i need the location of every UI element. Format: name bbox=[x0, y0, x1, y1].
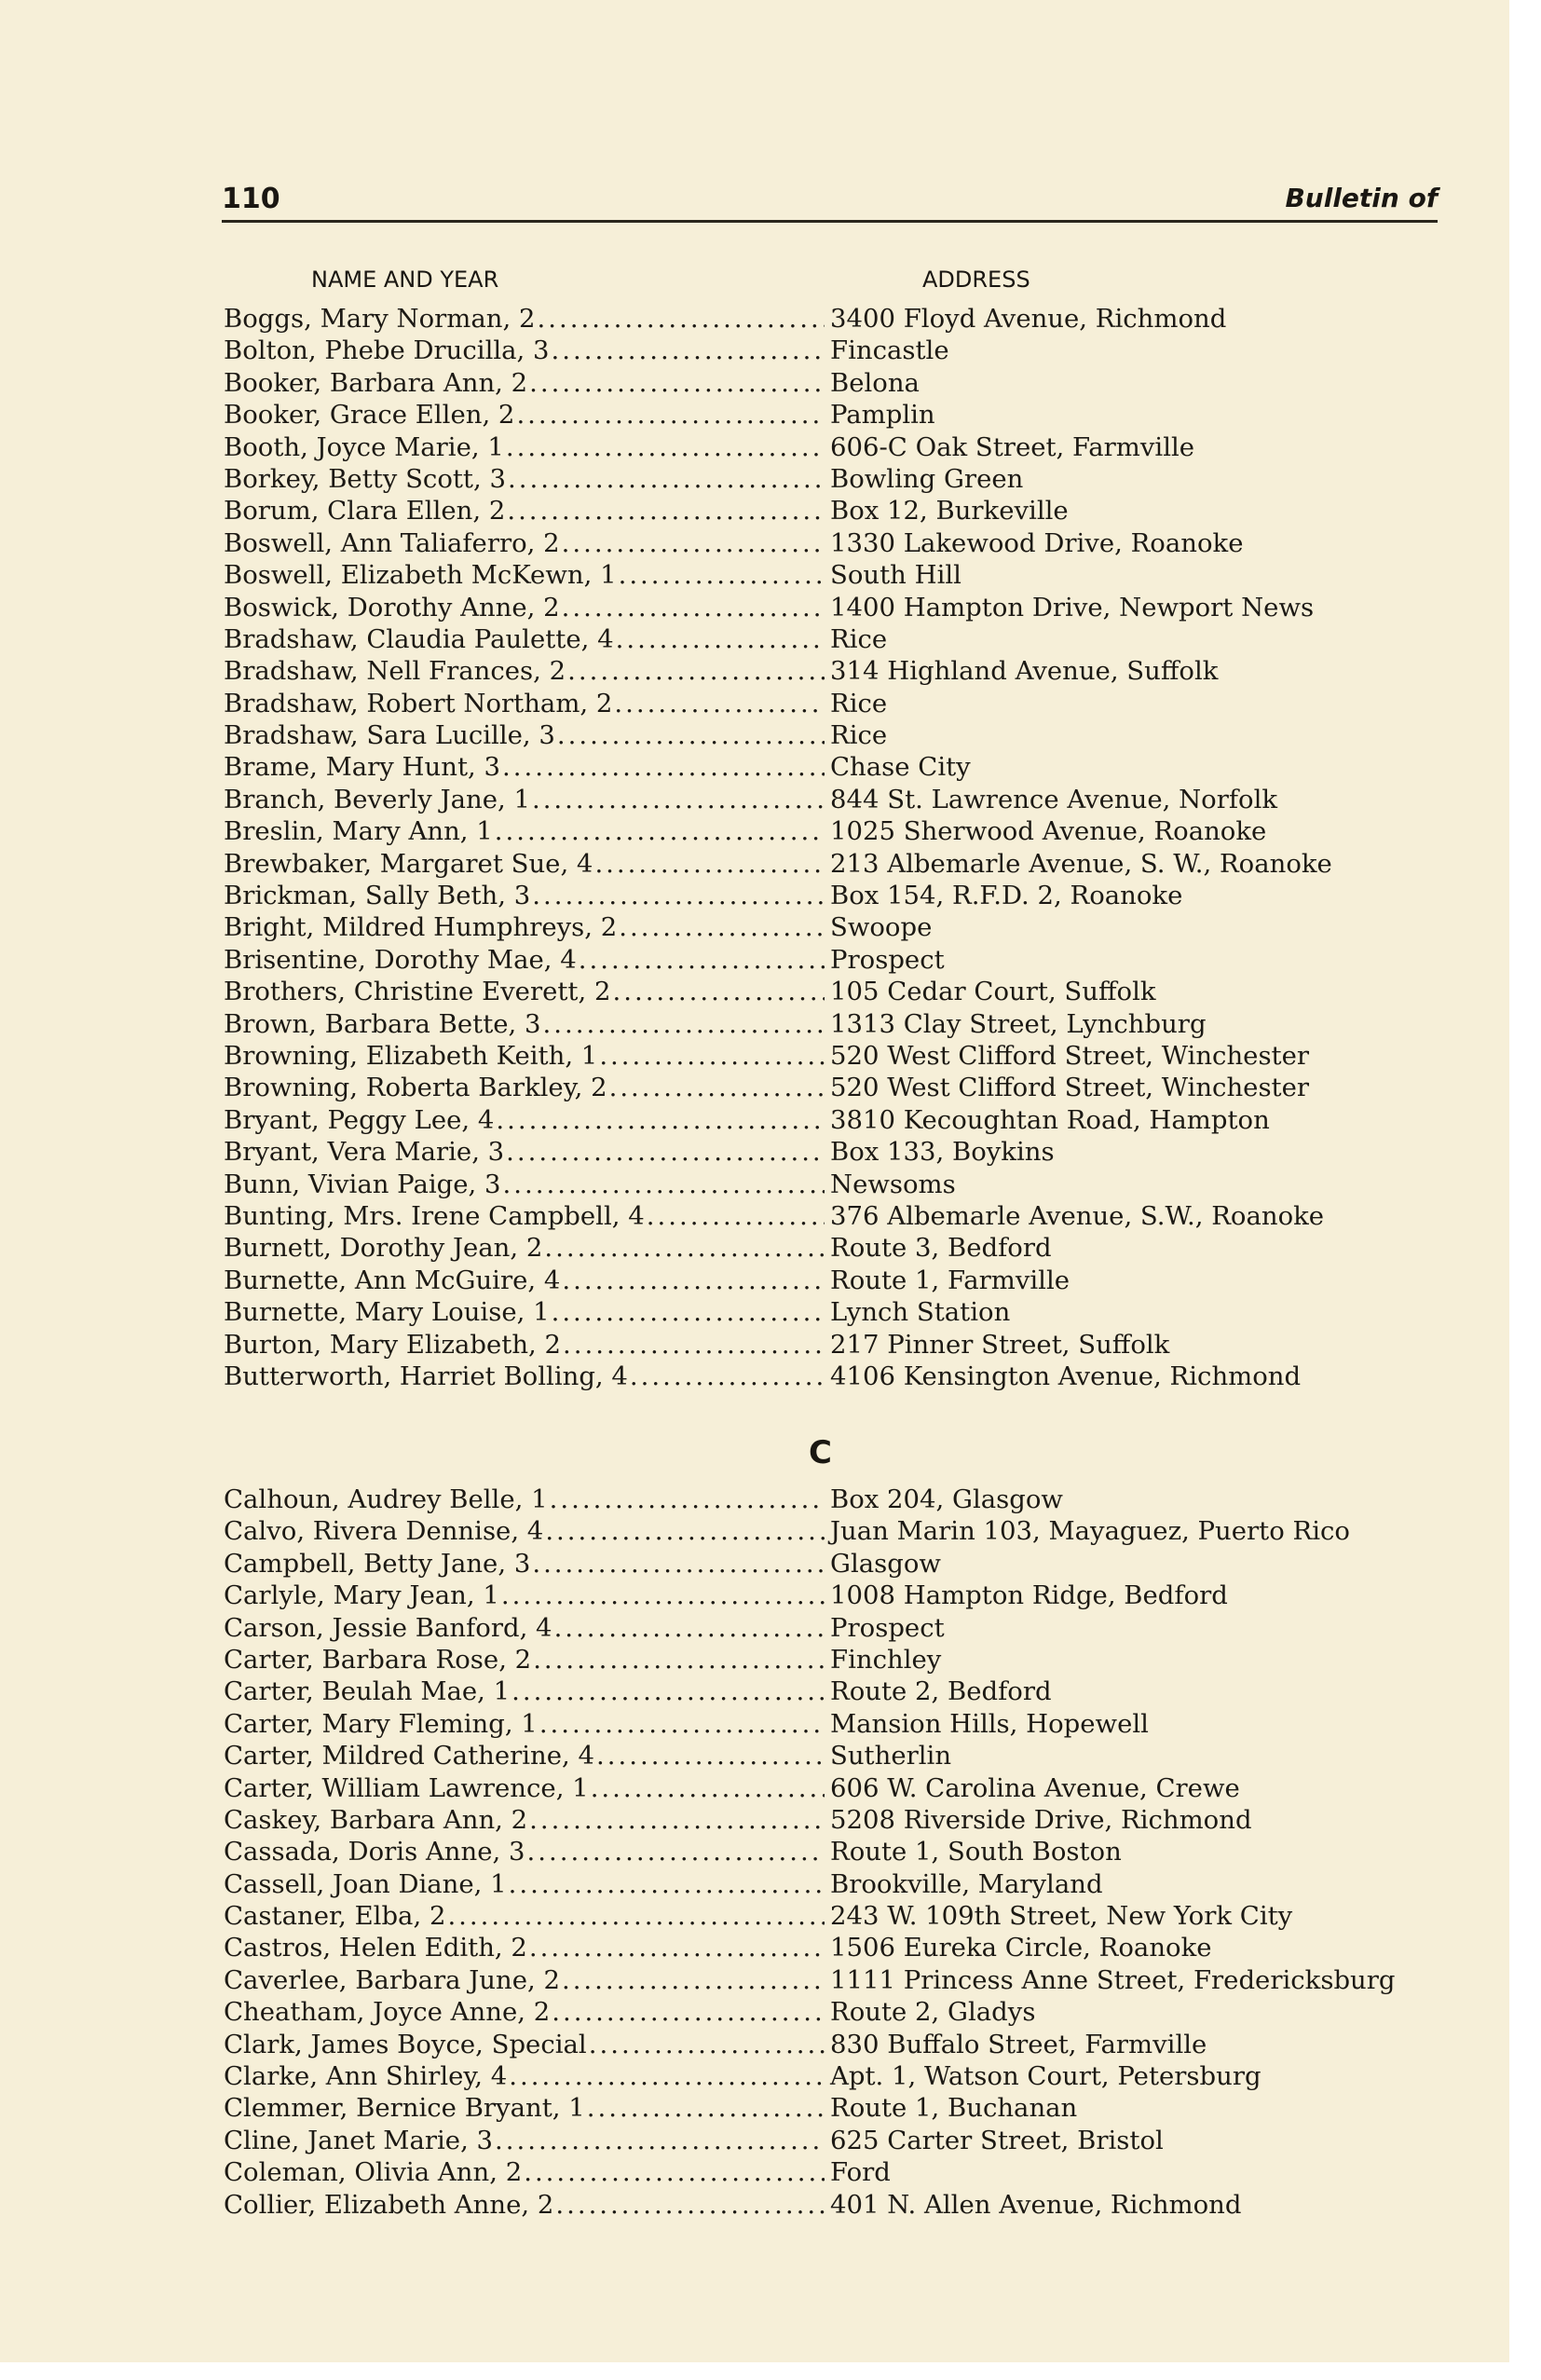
directory-entry bbox=[224, 1297, 1444, 1329]
dot-leader bbox=[597, 1041, 825, 1071]
dot-leader bbox=[501, 1169, 825, 1199]
entry-name: Bright, Mildred Humphreys, 2 bbox=[224, 912, 618, 943]
dot-leader bbox=[494, 1105, 825, 1135]
entry-name-column bbox=[224, 689, 825, 718]
dot-leader bbox=[587, 2030, 825, 2059]
entry-address: Prospect bbox=[830, 944, 945, 975]
dot-leader bbox=[566, 656, 825, 686]
directory-entry bbox=[224, 816, 1444, 848]
entry-name-column bbox=[224, 1361, 825, 1391]
dot-leader bbox=[525, 1837, 825, 1867]
dot-leader bbox=[614, 624, 825, 654]
entry-address: Bowling Green bbox=[830, 463, 1024, 494]
dot-leader bbox=[560, 1265, 825, 1295]
entry-name: Boswell, Ann Taliaferro, 2 bbox=[224, 527, 560, 558]
entry-address: Box 12, Burkeville bbox=[830, 496, 1069, 527]
entry-name: Butterworth, Harriet Bolling, 4 bbox=[224, 1361, 628, 1391]
entry-address: Fincastle bbox=[830, 335, 949, 366]
entry-name-column bbox=[224, 1997, 825, 2027]
dot-leader bbox=[514, 400, 825, 430]
dot-leader bbox=[510, 1676, 825, 1706]
entry-address: 4106 Kensington Avenue, Richmond bbox=[830, 1361, 1302, 1391]
entry-name-column bbox=[224, 1741, 825, 1771]
entry-address: Route 1, Farmville bbox=[830, 1265, 1071, 1295]
entry-name-column bbox=[224, 881, 825, 910]
entry-name: Carlyle, Mary Jean, 1 bbox=[224, 1580, 499, 1611]
entry-address: Rice bbox=[830, 688, 888, 718]
directory-entry bbox=[224, 849, 1444, 881]
entry-name: Borum, Clara Ellen, 2 bbox=[224, 496, 506, 527]
entry-name-column bbox=[224, 1901, 825, 1931]
entry-name: Calhoun, Audrey Belle, 1 bbox=[224, 1484, 548, 1514]
entry-name-column bbox=[224, 945, 825, 975]
directory-entry bbox=[224, 2190, 1444, 2222]
entry-name-column bbox=[224, 1805, 825, 1835]
entry-name: Borkey, Betty Scott, 3 bbox=[224, 463, 506, 494]
entry-address: Route 1, South Boston bbox=[830, 1837, 1122, 1867]
entry-name: Caverlee, Barbara June, 2 bbox=[224, 1964, 560, 1995]
directory-entry bbox=[224, 1709, 1444, 1741]
entry-name-column bbox=[224, 1265, 825, 1295]
dot-leader bbox=[527, 1933, 825, 1963]
entry-address: 1313 Clay Street, Lynchburg bbox=[830, 1008, 1207, 1039]
entry-name-column bbox=[224, 1549, 825, 1579]
entry-name-column bbox=[224, 785, 825, 814]
entry-address: 606 W. Carolina Avenue, Crewe bbox=[830, 1772, 1240, 1803]
entry-name: Breslin, Mary Ann, 1 bbox=[224, 816, 493, 847]
entry-address: Ford bbox=[830, 2157, 891, 2188]
directory-entry bbox=[224, 1773, 1444, 1805]
directory-entry bbox=[224, 656, 1444, 688]
dot-leader bbox=[577, 945, 825, 975]
entry-name: Bolton, Phebe Drucilla, 3 bbox=[224, 335, 550, 366]
entry-address: Belona bbox=[830, 367, 920, 398]
dot-leader bbox=[610, 977, 825, 1006]
entry-address: 625 Carter Street, Bristol bbox=[830, 2125, 1164, 2155]
address-column-header: ADDRESS bbox=[922, 267, 1030, 293]
name-column-header: NAME AND YEAR bbox=[311, 267, 499, 293]
entry-address: 3400 Floyd Avenue, Richmond bbox=[830, 304, 1227, 334]
entry-name-column bbox=[224, 432, 825, 462]
directory-entry bbox=[224, 2030, 1444, 2061]
entry-name-column bbox=[224, 849, 825, 879]
dot-leader bbox=[504, 432, 825, 462]
entry-name-column bbox=[224, 624, 825, 654]
directory-entry bbox=[224, 1265, 1444, 1297]
entry-name: Burnett, Dorothy Jean, 2 bbox=[224, 1233, 543, 1264]
entry-name: Collier, Elizabeth Anne, 2 bbox=[224, 2189, 554, 2220]
entry-name: Burnette, Mary Louise, 1 bbox=[224, 1297, 550, 1328]
directory-entry bbox=[224, 2093, 1444, 2125]
dot-leader bbox=[499, 1580, 825, 1610]
dot-leader bbox=[507, 1869, 825, 1899]
entry-name-column bbox=[224, 1009, 825, 1039]
entry-name: Clarke, Ann Shirley, 4 bbox=[224, 2061, 508, 2092]
entry-name-column bbox=[224, 1330, 825, 1360]
entry-address: Route 2, Gladys bbox=[830, 1997, 1036, 2028]
entry-name-column bbox=[224, 1484, 825, 1514]
directory-entry bbox=[224, 528, 1444, 560]
entry-name-column bbox=[224, 752, 825, 782]
entry-name: Coleman, Olivia Ann, 2 bbox=[224, 2157, 523, 2188]
entry-name: Calvo, Rivera Dennise, 4 bbox=[224, 1516, 544, 1547]
dot-leader bbox=[530, 785, 825, 814]
directory-entry bbox=[224, 1105, 1444, 1137]
directory-entry bbox=[224, 464, 1444, 496]
entry-name: Caskey, Barbara Ann, 2 bbox=[224, 1804, 528, 1835]
entry-name-column bbox=[224, 2093, 825, 2123]
entry-address: Apt. 1, Watson Court, Petersburg bbox=[830, 2061, 1261, 2092]
directory-section-b bbox=[224, 304, 1444, 1393]
entry-name: Carter, William Lawrence, 1 bbox=[224, 1772, 589, 1803]
entry-name: Carter, Beulah Mae, 1 bbox=[224, 1676, 511, 1707]
page-number: 110 bbox=[222, 183, 280, 215]
entry-address: South Hill bbox=[830, 560, 961, 591]
entry-name: Brickman, Sally Beth, 3 bbox=[224, 881, 531, 911]
dot-leader bbox=[535, 304, 825, 334]
entry-name: Bryant, Vera Marie, 3 bbox=[224, 1137, 505, 1168]
directory-entry bbox=[224, 1676, 1444, 1708]
entry-address: 520 West Clifford Street, Winchester bbox=[830, 1040, 1310, 1071]
dot-leader bbox=[541, 1009, 825, 1039]
entry-name: Cheatham, Joyce Anne, 2 bbox=[224, 1997, 551, 2028]
dot-leader bbox=[506, 464, 825, 494]
entry-address: 5208 Riverside Drive, Richmond bbox=[830, 1804, 1252, 1835]
entry-name: Boggs, Mary Norman, 2 bbox=[224, 304, 536, 334]
directory-entry bbox=[224, 1933, 1444, 1964]
entry-name-column bbox=[224, 335, 825, 365]
entry-address: 376 Albemarle Avenue, S.W., Roanoke bbox=[830, 1200, 1325, 1231]
dot-leader bbox=[500, 752, 825, 782]
entry-name-column bbox=[224, 1041, 825, 1071]
entry-name: Browning, Roberta Barkley, 2 bbox=[224, 1073, 607, 1103]
dot-leader bbox=[607, 1073, 825, 1102]
dot-leader bbox=[445, 1901, 825, 1931]
directory-entry bbox=[224, 1516, 1444, 1548]
entry-name-column bbox=[224, 304, 825, 334]
entry-address: Juan Marin 103, Mayaguez, Puerto Rico bbox=[830, 1516, 1350, 1547]
dot-leader bbox=[560, 593, 825, 622]
entry-address: Brookville, Maryland bbox=[830, 1868, 1103, 1899]
dot-leader bbox=[530, 881, 825, 910]
entry-address: 1111 Princess Anne Street, Fredericksburg bbox=[830, 1964, 1396, 1995]
entry-name-column bbox=[224, 1137, 825, 1167]
entry-address: 844 St. Lawrence Avenue, Norfolk bbox=[830, 784, 1278, 814]
section-letter-c: C bbox=[809, 1434, 832, 1471]
entry-address: 243 W. 109th Street, New York City bbox=[830, 1901, 1293, 1932]
entry-name-column bbox=[224, 720, 825, 750]
entry-name-column bbox=[224, 1297, 825, 1327]
directory-entry bbox=[224, 1741, 1444, 1772]
entry-address: 401 N. Allen Avenue, Richmond bbox=[830, 2189, 1242, 2220]
directory-entry bbox=[224, 945, 1444, 977]
entry-name-column bbox=[224, 2061, 825, 2091]
entry-name-column bbox=[224, 1773, 825, 1803]
dot-leader bbox=[593, 849, 825, 879]
entry-address: Route 1, Buchanan bbox=[830, 2093, 1078, 2124]
entry-name-column bbox=[224, 1580, 825, 1610]
entry-name: Carson, Jessie Banford, 4 bbox=[224, 1612, 552, 1643]
entry-name: Burton, Mary Elizabeth, 2 bbox=[224, 1329, 562, 1360]
directory-entry bbox=[224, 1613, 1444, 1645]
entry-name: Carter, Mary Fleming, 1 bbox=[224, 1708, 538, 1739]
directory-entry bbox=[224, 1484, 1444, 1516]
entry-name-column bbox=[224, 1105, 825, 1135]
entry-address: Finchley bbox=[830, 1644, 942, 1675]
entry-name: Brewbaker, Margaret Sue, 4 bbox=[224, 848, 593, 879]
entry-name: Castros, Helen Edith, 2 bbox=[224, 1933, 527, 1963]
dot-leader bbox=[589, 1773, 825, 1803]
entry-name: Browning, Elizabeth Keith, 1 bbox=[224, 1040, 598, 1071]
entry-address: Rice bbox=[830, 720, 888, 751]
entry-name-column bbox=[224, 977, 825, 1006]
directory-entry bbox=[224, 368, 1444, 400]
entry-name: Brisentine, Dorothy Mae, 4 bbox=[224, 944, 577, 975]
running-head: Bulletin of bbox=[1285, 183, 1438, 213]
directory-entry bbox=[224, 432, 1444, 464]
directory-entry bbox=[224, 335, 1444, 367]
entry-name: Boswell, Elizabeth McKewn, 1 bbox=[224, 560, 617, 591]
dot-leader bbox=[560, 1965, 825, 1995]
entry-address: 3810 Kecoughtan Road, Hampton bbox=[830, 1104, 1270, 1135]
dot-leader bbox=[617, 912, 825, 942]
entry-address: Swoope bbox=[830, 912, 933, 943]
directory-entry bbox=[224, 1201, 1444, 1233]
entry-name-column bbox=[224, 368, 825, 398]
directory-entry bbox=[224, 1805, 1444, 1837]
entry-name-column bbox=[224, 656, 825, 686]
entry-name: Clemmer, Bernice Bryant, 1 bbox=[224, 2093, 585, 2124]
directory-entry bbox=[224, 1041, 1444, 1073]
entry-name: Burnette, Ann McGuire, 4 bbox=[224, 1265, 561, 1295]
entry-name: Bradshaw, Claudia Paulette, 4 bbox=[224, 623, 614, 654]
entry-address: 1330 Lakewood Drive, Roanoke bbox=[830, 527, 1244, 558]
entry-name: Castaner, Elba, 2 bbox=[224, 1901, 446, 1932]
dot-leader bbox=[527, 1805, 825, 1835]
directory-entry bbox=[224, 912, 1444, 944]
directory-entry bbox=[224, 1965, 1444, 1997]
entry-name: Cassada, Doris Anne, 3 bbox=[224, 1837, 525, 1867]
entry-address: Newsoms bbox=[830, 1169, 956, 1199]
entry-name-column bbox=[224, 816, 825, 846]
dot-leader bbox=[505, 496, 825, 526]
dot-leader bbox=[560, 528, 825, 558]
dot-leader bbox=[542, 1233, 825, 1263]
directory-entry bbox=[224, 977, 1444, 1008]
entry-name-column bbox=[224, 1073, 825, 1102]
dot-leader bbox=[538, 1709, 825, 1739]
directory-entry bbox=[224, 400, 1444, 431]
entry-name: Brame, Mary Hunt, 3 bbox=[224, 752, 500, 783]
entry-address: 1400 Hampton Drive, Newport News bbox=[830, 592, 1315, 622]
header-rule bbox=[222, 220, 1438, 223]
entry-name-column bbox=[224, 2190, 825, 2220]
page-header bbox=[222, 173, 1438, 220]
entry-address: 314 Highland Avenue, Suffolk bbox=[830, 656, 1219, 687]
dot-leader bbox=[543, 1516, 825, 1546]
entry-name-column bbox=[224, 560, 825, 590]
directory-entry bbox=[224, 1361, 1444, 1393]
directory-entry bbox=[224, 593, 1444, 624]
directory-entry bbox=[224, 1073, 1444, 1104]
entry-name-column bbox=[224, 464, 825, 494]
dot-leader bbox=[507, 2061, 825, 2091]
dot-leader bbox=[552, 1613, 825, 1643]
entry-name: Bradshaw, Nell Frances, 2 bbox=[224, 656, 566, 687]
directory-entry bbox=[224, 1645, 1444, 1676]
entry-name-column bbox=[224, 2157, 825, 2187]
entry-name-column bbox=[224, 1869, 825, 1899]
entry-name-column bbox=[224, 1613, 825, 1643]
entry-address: Glasgow bbox=[830, 1548, 941, 1579]
entry-name-column bbox=[224, 528, 825, 558]
entry-address: Prospect bbox=[830, 1612, 945, 1643]
dot-leader bbox=[527, 368, 825, 398]
entry-name: Cline, Janet Marie, 3 bbox=[224, 2125, 494, 2155]
directory-entry bbox=[224, 1009, 1444, 1041]
entry-name: Booker, Barbara Ann, 2 bbox=[224, 367, 528, 398]
directory-entry bbox=[224, 2157, 1444, 2189]
directory-entry bbox=[224, 720, 1444, 752]
entry-name: Bunting, Mrs. Irene Campbell, 4 bbox=[224, 1200, 645, 1231]
entry-address: 520 West Clifford Street, Winchester bbox=[830, 1073, 1310, 1103]
entry-address: 1008 Hampton Ridge, Bedford bbox=[830, 1580, 1228, 1611]
entry-address: Pamplin bbox=[830, 400, 935, 431]
entry-name: Boswick, Dorothy Anne, 2 bbox=[224, 592, 560, 622]
entry-name-column bbox=[224, 1169, 825, 1199]
directory-entry bbox=[224, 624, 1444, 656]
entry-name-column bbox=[224, 496, 825, 526]
entry-address: 830 Buffalo Street, Farmville bbox=[830, 2029, 1207, 2059]
entry-name: Campbell, Betty Jane, 3 bbox=[224, 1548, 531, 1579]
entry-address: 213 Albemarle Avenue, S. W., Roanoke bbox=[830, 848, 1332, 879]
entry-name: Clark, James Boyce, Special bbox=[224, 2029, 587, 2059]
entry-name: Bunn, Vivian Paige, 3 bbox=[224, 1169, 501, 1199]
dot-leader bbox=[504, 1137, 825, 1167]
entry-address: Mansion Hills, Hopewell bbox=[830, 1708, 1149, 1739]
directory-entry bbox=[224, 1901, 1444, 1933]
directory-entry bbox=[224, 1169, 1444, 1201]
entry-name-column bbox=[224, 1645, 825, 1675]
entry-name-column bbox=[224, 1676, 825, 1706]
dot-leader bbox=[531, 1645, 825, 1675]
entry-name: Bradshaw, Robert Northam, 2 bbox=[224, 688, 613, 718]
entry-name: Cassell, Joan Diane, 1 bbox=[224, 1868, 507, 1899]
entry-name: Brothers, Christine Everett, 2 bbox=[224, 977, 611, 1007]
directory-entry bbox=[224, 496, 1444, 527]
entry-address: 606-C Oak Street, Farmville bbox=[830, 431, 1195, 462]
dot-leader bbox=[585, 2093, 825, 2123]
entry-name: Branch, Beverly Jane, 1 bbox=[224, 784, 530, 814]
entry-name: Carter, Barbara Rose, 2 bbox=[224, 1644, 532, 1675]
entry-name: Brown, Barbara Bette, 3 bbox=[224, 1008, 541, 1039]
entry-name-column bbox=[224, 912, 825, 942]
dot-leader bbox=[493, 816, 825, 846]
directory-entry bbox=[224, 785, 1444, 816]
dot-leader bbox=[628, 1361, 825, 1391]
dot-leader bbox=[493, 2126, 825, 2155]
directory-entry bbox=[224, 1330, 1444, 1361]
dot-leader bbox=[555, 720, 825, 750]
dot-leader bbox=[530, 1549, 825, 1579]
entry-name-column bbox=[224, 1709, 825, 1739]
dot-leader bbox=[612, 689, 825, 718]
dot-leader bbox=[550, 1997, 825, 2027]
directory-entry bbox=[224, 1869, 1444, 1901]
entry-address: Box 133, Boykins bbox=[830, 1137, 1055, 1168]
dot-leader bbox=[553, 2190, 825, 2220]
dot-leader bbox=[561, 1330, 825, 1360]
entry-name-column bbox=[224, 593, 825, 622]
dot-leader bbox=[594, 1741, 825, 1771]
directory-entry bbox=[224, 1997, 1444, 2029]
directory-entry bbox=[224, 2061, 1444, 2093]
entry-name-column bbox=[224, 1933, 825, 1963]
dot-leader bbox=[617, 560, 825, 590]
entry-address: Route 2, Bedford bbox=[830, 1676, 1052, 1707]
directory-section-c bbox=[224, 1484, 1444, 2222]
directory-entry bbox=[224, 881, 1444, 912]
entry-address: Sutherlin bbox=[830, 1741, 952, 1771]
directory-entry bbox=[224, 560, 1444, 592]
dot-leader bbox=[550, 335, 825, 365]
dot-leader bbox=[522, 2157, 825, 2187]
entry-name-column bbox=[224, 1965, 825, 1995]
directory-entry bbox=[224, 752, 1444, 784]
dot-leader bbox=[550, 1297, 825, 1327]
entry-address: Lynch Station bbox=[830, 1297, 1011, 1328]
entry-address: Route 3, Bedford bbox=[830, 1233, 1052, 1264]
entry-name-column bbox=[224, 1233, 825, 1263]
directory-entry bbox=[224, 689, 1444, 720]
directory-entry bbox=[224, 304, 1444, 335]
directory-entry bbox=[224, 1837, 1444, 1868]
entry-name-column bbox=[224, 2030, 825, 2059]
entry-address: Box 154, R.F.D. 2, Roanoke bbox=[830, 881, 1183, 911]
entry-address: 217 Pinner Street, Suffolk bbox=[830, 1329, 1170, 1360]
entry-address: 1506 Eureka Circle, Roanoke bbox=[830, 1933, 1212, 1963]
entry-address: 105 Cedar Court, Suffolk bbox=[830, 977, 1156, 1007]
entry-name-column bbox=[224, 1837, 825, 1867]
entry-name: Carter, Mildred Catherine, 4 bbox=[224, 1741, 595, 1771]
entry-name: Bryant, Peggy Lee, 4 bbox=[224, 1104, 495, 1135]
directory-entry bbox=[224, 1549, 1444, 1580]
entry-name-column bbox=[224, 2126, 825, 2155]
entry-name: Booth, Joyce Marie, 1 bbox=[224, 431, 504, 462]
entry-name: Booker, Grace Ellen, 2 bbox=[224, 400, 515, 431]
directory-entry bbox=[224, 1580, 1444, 1612]
dot-leader bbox=[548, 1484, 825, 1514]
directory-entry bbox=[224, 1233, 1444, 1265]
entry-name-column bbox=[224, 400, 825, 430]
directory-entry bbox=[224, 2126, 1444, 2157]
entry-name-column bbox=[224, 1201, 825, 1231]
entry-address: Rice bbox=[830, 623, 888, 654]
dot-leader bbox=[645, 1201, 825, 1231]
entry-address: Box 204, Glasgow bbox=[830, 1484, 1063, 1514]
entry-name-column bbox=[224, 1516, 825, 1546]
entry-address: 1025 Sherwood Avenue, Roanoke bbox=[830, 816, 1267, 847]
entry-address: Chase City bbox=[830, 752, 971, 783]
entry-name: Bradshaw, Sara Lucille, 3 bbox=[224, 720, 555, 751]
directory-entry bbox=[224, 1137, 1444, 1169]
